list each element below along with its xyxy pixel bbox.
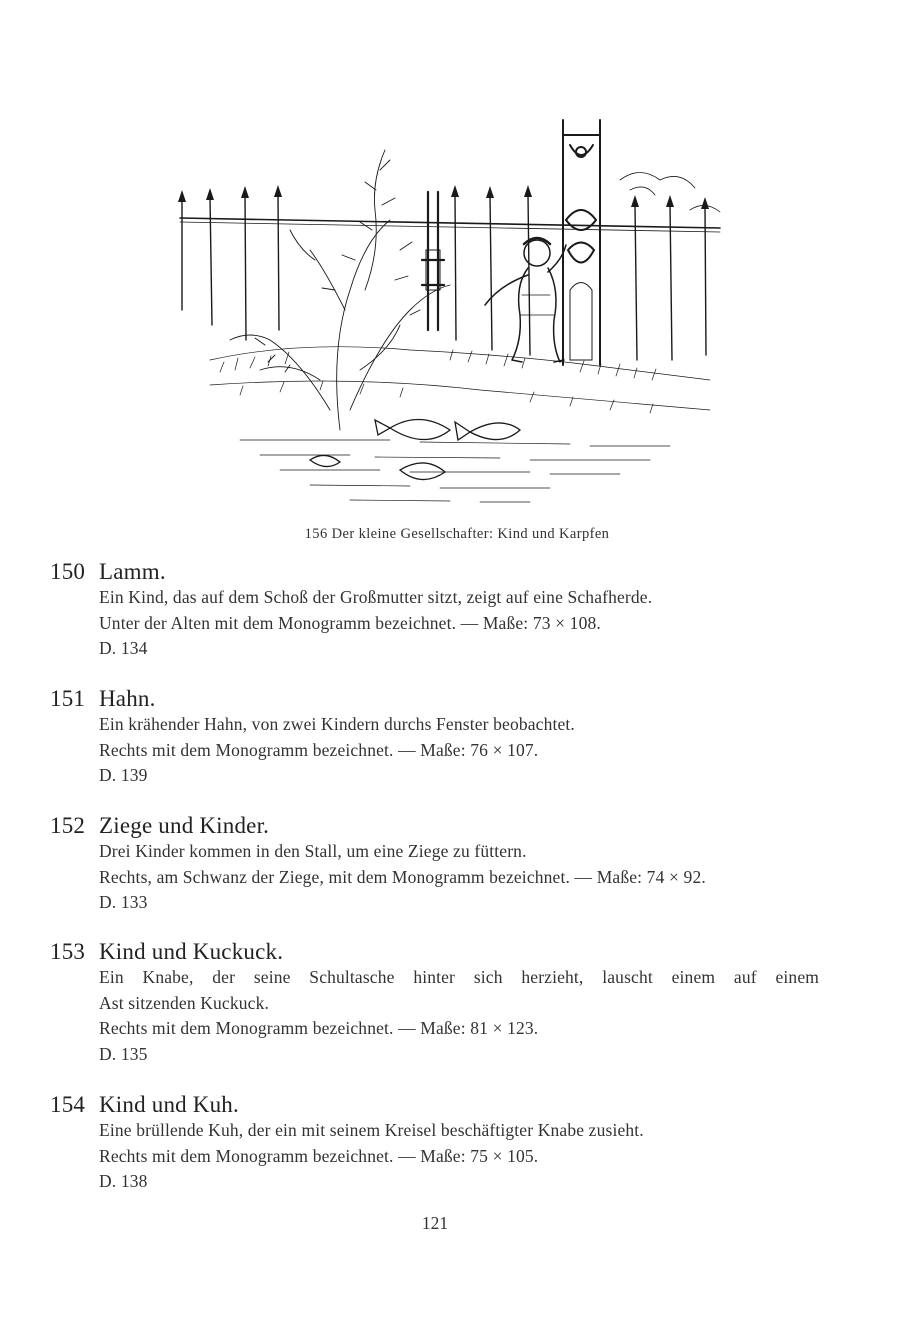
- entry-description: Ein krähender Hahn, von zwei Kindern durchs Fenster beobachtet.: [99, 714, 575, 734]
- entry-signature: Rechts, am Schwanz der Ziege, mit dem Monogramm bezeichnet. — Maße: 74 × 92.: [99, 866, 706, 887]
- entry-reference: D. 138: [99, 1171, 148, 1191]
- entry-heading: [50, 559, 830, 585]
- catalog-entry-151: [50, 686, 830, 789]
- entry-reference: D. 134: [99, 638, 148, 658]
- picket-spikes: [178, 185, 709, 209]
- entry-title: Ziege und Kinder.: [99, 813, 270, 838]
- entry-heading: [50, 939, 830, 965]
- entry-number: 151: [50, 686, 86, 711]
- shrub: [230, 150, 450, 430]
- illustration-child-and-carp: [150, 110, 740, 520]
- entry-heading: [50, 686, 830, 712]
- entry-number: 150: [50, 559, 86, 584]
- child-figure: [485, 238, 566, 362]
- entry-signature: Unter der Alten mit dem Monogramm bezeichnet. — Maße: 73 × 108.: [99, 612, 601, 633]
- carp-fish: [310, 419, 520, 479]
- figure-caption: 156 Der kleine Gesellschafter: Kind und Karpfen: [304, 526, 610, 542]
- fence-rail: [180, 218, 720, 228]
- entry-description: Ein Kind, das auf dem Schoß der Großmutter sitzt, zeigt auf eine Schafherde.: [99, 587, 653, 607]
- entry-number: 152: [50, 813, 86, 838]
- entry-description: Eine brüllende Kuh, der ein mit seinem Kreisel beschäftigter Knabe zusieht.: [99, 1120, 644, 1140]
- entry-reference: D. 133: [99, 892, 148, 912]
- page-number: 121: [421, 1213, 449, 1233]
- catalog-entry-152: [50, 813, 830, 916]
- pond-water: [240, 440, 670, 502]
- catalog-entry-153: [50, 939, 830, 1067]
- entry-number: 154: [50, 1092, 86, 1117]
- catalog-entry-154: [50, 1092, 830, 1195]
- entry-heading: [50, 1092, 830, 1118]
- catalog-entry-150: [50, 559, 830, 662]
- gate-post-left: [422, 192, 444, 330]
- entry-reference: D. 135: [99, 1043, 148, 1064]
- entry-title: Kind und Kuh.: [99, 1092, 239, 1117]
- entry-number: 153: [50, 939, 86, 964]
- entry-signature: Rechts mit dem Monogramm bezeichnet. — Maße: 75 × 105.: [99, 1145, 539, 1166]
- entry-description: Drei Kinder kommen in den Stall, um eine Ziege zu füttern.: [99, 841, 527, 861]
- gate-post-right: [563, 120, 600, 365]
- entry-title: Hahn.: [99, 686, 156, 711]
- entry-description-line-2: Ast sitzenden Kuckuck.: [99, 992, 269, 1013]
- entry-signature: Rechts mit dem Monogramm bezeichnet. — Maße: 76 × 107.: [99, 739, 539, 760]
- entry-description-line-1: Ein Knabe, der seine Schultasche hinter sich herzieht, lauscht einem auf einem: [99, 967, 819, 987]
- entry-signature: Rechts mit dem Monogramm bezeichnet. — Maße: 81 × 123.: [99, 1018, 539, 1038]
- entry-title: Kind und Kuckuck.: [99, 939, 284, 964]
- entry-reference: D. 139: [99, 765, 148, 785]
- entry-heading: [50, 813, 830, 839]
- entry-title: Lamm.: [99, 559, 166, 584]
- grass-bank: [210, 347, 710, 413]
